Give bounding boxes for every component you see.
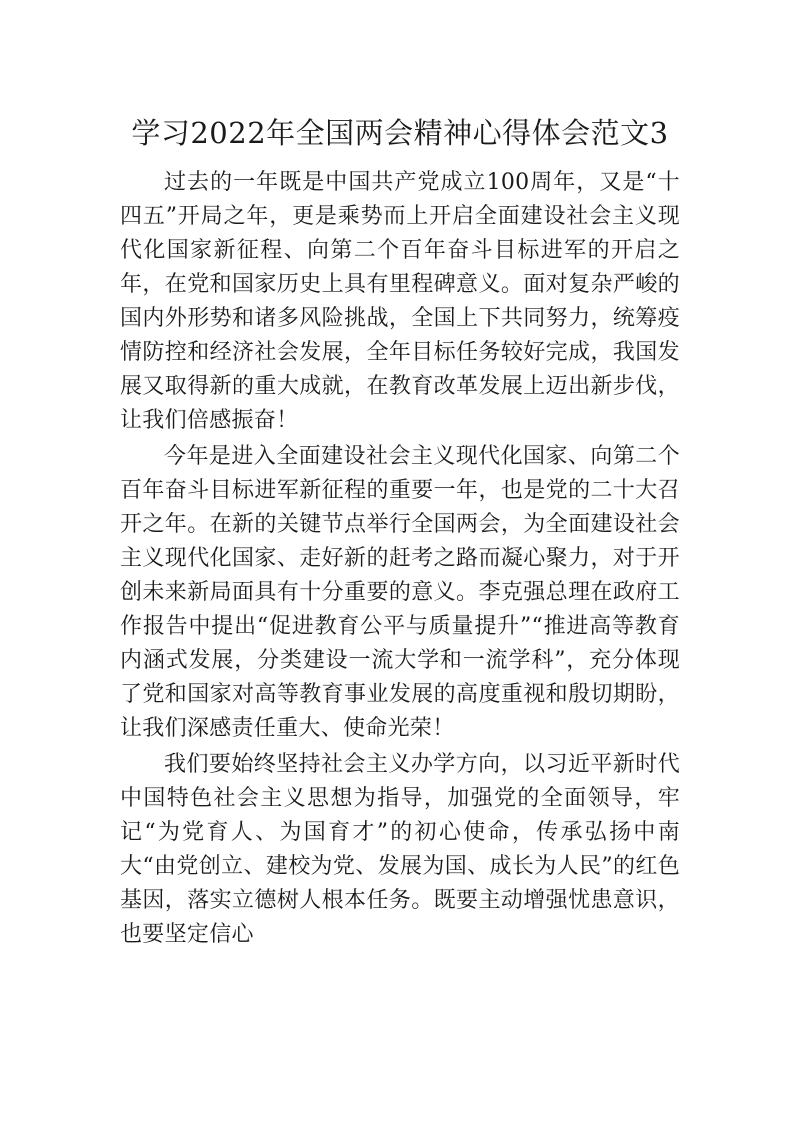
paragraph: 我们要始终坚持社会主义办学方向，以习近平新时代中国特色社会主义思想为指导，加强党的全面领导，牢记“为党育人、为国育才”的初心使命，传承弘扬中南大“由党创立、建校为党、发展为国、成长为人民”的红色基因，落实立德树人根本任务。既要主动增强忧患意识，也要坚定信心: [120, 752, 680, 947]
document-body: [120, 166, 680, 952]
paragraph: 今年是进入全面建设社会主义现代化国家、向第二个百年奋斗目标进军新征程的重要一年，也是党的二十大召开之年。在新的关键节点举行全国两会，为全面建设社会主义现代化国家、走好新的赶考之路而凝心聚力，对于开创未来新局面具有十分重要的意义。李克强总理在政府工作报告中提出“促进教育公平与质量提升”“推进高等教育内涵式发展，分类建设一流大学和一流学科”，充分体现了党和国家对高等教育事业发展的高度重视和殷切期盼，让我们深感责任重大、使命光荣！: [120, 444, 680, 741]
paragraph: 过去的一年既是中国共产党成立100周年，又是“十四五”开局之年，更是乘势而上开启全面建设社会主义现代化国家新征程、向第二个百年奋斗目标进军的开启之年，在党和国家历史上具有里程碑意义。面对复杂严峻的国内外形势和诸多风险挑战，全国上下共同努力，统筹疫情防控和经济社会发展，全年目标任务较好完成，我国发展又取得新的重大成就，在教育改革发展上迈出新步伐，让我们倍感振奋！: [120, 170, 680, 433]
document-title: 学习2022年全国两会精神心得体会范文3: [131, 116, 669, 150]
